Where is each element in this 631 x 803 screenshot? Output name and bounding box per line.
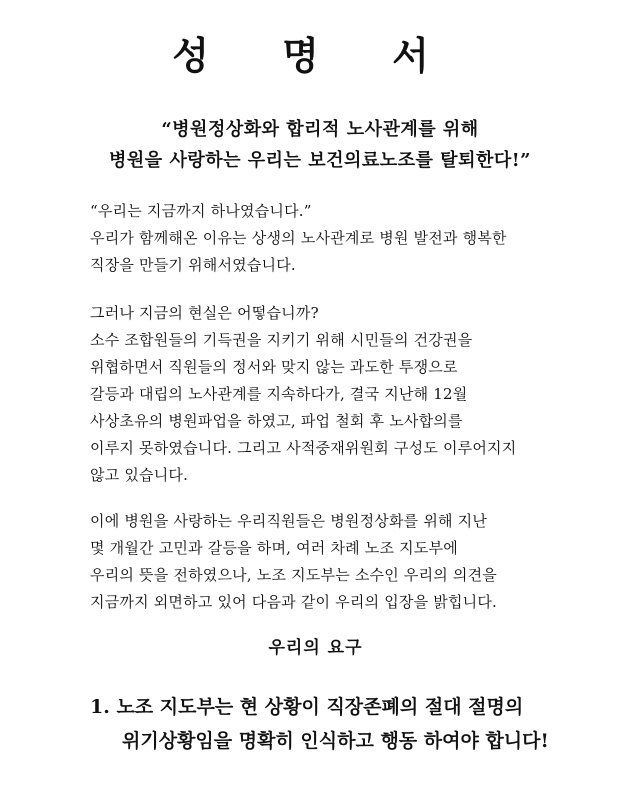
paragraph-line: 사상초유의 병원파업을 하였고, 파업 철회 후 노사합의를 <box>90 412 463 430</box>
paragraph-line: 우리가 함께해온 이유는 상생의 노사관계로 병원 발전과 행복한 <box>90 229 507 247</box>
demand-line: 위기상황임을 명확히 인식하고 행동 하여야 합니다! <box>122 730 549 752</box>
paragraph-line: 않고 있습니다. <box>90 466 189 484</box>
demand-line: 1. 노조 지도부는 현 상황이 직장존폐의 절대 절명의 <box>90 696 524 718</box>
paragraph-line: 그러나 지금의 현실은 어떻습니까? <box>90 304 319 322</box>
paragraph-intro <box>90 198 550 279</box>
document-subtitle <box>60 114 580 176</box>
paragraph-position <box>90 508 550 616</box>
paragraph-line: 갈등과 대립의 노사관계를 지속하다가, 결국 지난해 12월 <box>90 385 468 403</box>
paragraph-line: 우리의 뜻을 전하였으나, 노조 지도부는 소수인 우리의 의견을 <box>90 566 497 584</box>
paragraph-line: 위협하면서 직원들의 정서와 맞지 않는 과도한 투쟁으로 <box>90 358 458 376</box>
paragraph-line: “우리는 지금까지 하나였습니다.” <box>90 202 312 220</box>
paragraph-line: 소수 조합원들의 기득권을 지키기 위해 시민들의 건강권을 <box>90 331 473 349</box>
paragraph-line: 이루지 못하였습니다. 그리고 사적중재위원회 구성도 이루어지지 <box>90 439 517 457</box>
document-title: 성 명 서 <box>172 33 459 78</box>
demand-item <box>90 690 570 758</box>
paragraph-line: 직장을 만들기 위해서였습니다. <box>90 256 296 274</box>
paragraph-line: 지금까지 외면하고 있어 다음과 같이 우리의 입장을 밝힙니다. <box>90 593 497 611</box>
paragraph-line: 몇 개월간 고민과 갈등을 하며, 여러 차례 노조 지도부에 <box>90 539 458 557</box>
paragraph-situation <box>90 300 550 489</box>
subtitle-line: 병원을 사랑하는 우리는 보건의료노조를 탈퇴한다!” <box>109 150 531 171</box>
section-heading-demands: 우리의 요구 <box>268 638 363 658</box>
paragraph-line: 이에 병원을 사랑하는 우리직원들은 병원정상화를 위해 지난 <box>90 512 488 530</box>
subtitle-line: “병원정상화와 합리적 노사관계를 위해 <box>161 119 479 140</box>
